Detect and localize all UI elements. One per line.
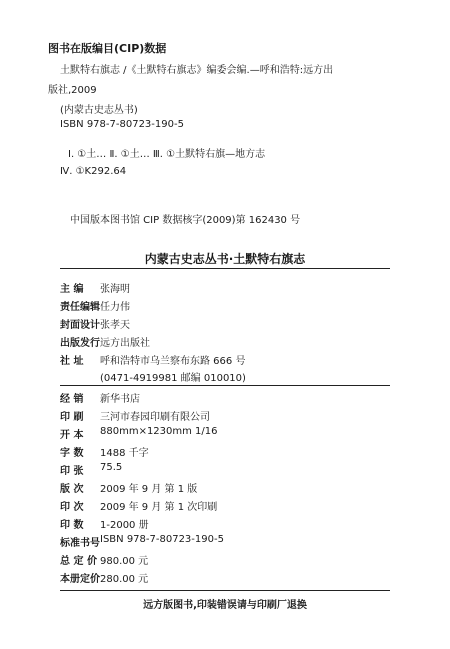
cip-line-1: 土默特右旗志 /《土默特右旗志》编委会编.—呼和浩特:远方出	[60, 65, 334, 76]
detail-label: 总 定 价	[60, 556, 97, 567]
detail-value: 远方出版社	[100, 338, 150, 349]
detail-value: 张海明	[100, 284, 130, 295]
footer-notice: 远方版图书,印装错误请与印刷厂退换	[143, 600, 307, 611]
detail-label: 标准书号	[60, 538, 100, 549]
detail-value: 75.5	[100, 462, 123, 473]
footer-divider	[60, 590, 390, 591]
detail-label: 印 刷	[60, 412, 84, 423]
detail-label: 版 次	[60, 484, 84, 495]
cip-line-6: Ⅳ. ①K292.64	[60, 166, 127, 177]
detail-label: 本册定价	[60, 574, 100, 585]
cip-approval-number: 中国版本图书馆 CIP 数据核字(2009)第 162430 号	[70, 215, 301, 226]
detail-value: ISBN 978-7-80723-190-5	[100, 534, 224, 545]
detail-value: 新华书店	[100, 394, 140, 405]
detail-label: 印 次	[60, 502, 84, 513]
detail-value: 任力伟	[100, 302, 130, 313]
detail-label: 出版发行	[60, 338, 100, 349]
detail-value: 280.00 元	[100, 574, 149, 585]
detail-value: 980.00 元	[100, 556, 149, 567]
detail-value: 2009 年 9 月 第 1 次印刷	[100, 502, 218, 513]
cip-line-4: ISBN 978-7-80723-190-5	[60, 119, 184, 130]
detail-label: 责任编辑	[60, 302, 100, 313]
cip-heading: 图书在版编目(CIP)数据	[48, 42, 167, 55]
cip-line-5: Ⅰ. ①土… Ⅱ. ①土… Ⅲ. ①土默特右旗—地方志	[68, 149, 266, 160]
details-divider	[60, 385, 390, 386]
detail-label: 字 数	[60, 448, 84, 459]
detail-value: 张孝天	[100, 320, 130, 331]
detail-label: 经 销	[60, 394, 84, 405]
detail-label: 社 址	[60, 356, 84, 367]
detail-label: 封面设计	[60, 320, 100, 331]
detail-value: 1-2000 册	[100, 520, 149, 531]
detail-value: 2009 年 9 月 第 1 版	[100, 484, 198, 495]
series-title: 内蒙古史志丛书·土默特右旗志	[144, 252, 306, 266]
detail-value: 1488 千字	[100, 448, 149, 459]
detail-value: 三河市春园印刷有限公司	[100, 412, 210, 423]
detail-value: 呼和浩特市乌兰察布东路 666 号	[100, 356, 246, 367]
detail-value: (0471-4919981 邮编 010010)	[100, 373, 246, 384]
cip-line-2: 版社,2009	[48, 85, 97, 96]
detail-value: 880mm×1230mm 1/16	[100, 426, 218, 437]
title-divider	[60, 268, 390, 269]
detail-label: 主 编	[60, 284, 84, 295]
detail-label: 印 张	[60, 466, 84, 477]
detail-label: 印 数	[60, 520, 84, 531]
cip-line-3: (内蒙古史志丛书)	[60, 105, 138, 116]
detail-label: 开 本	[60, 430, 84, 441]
